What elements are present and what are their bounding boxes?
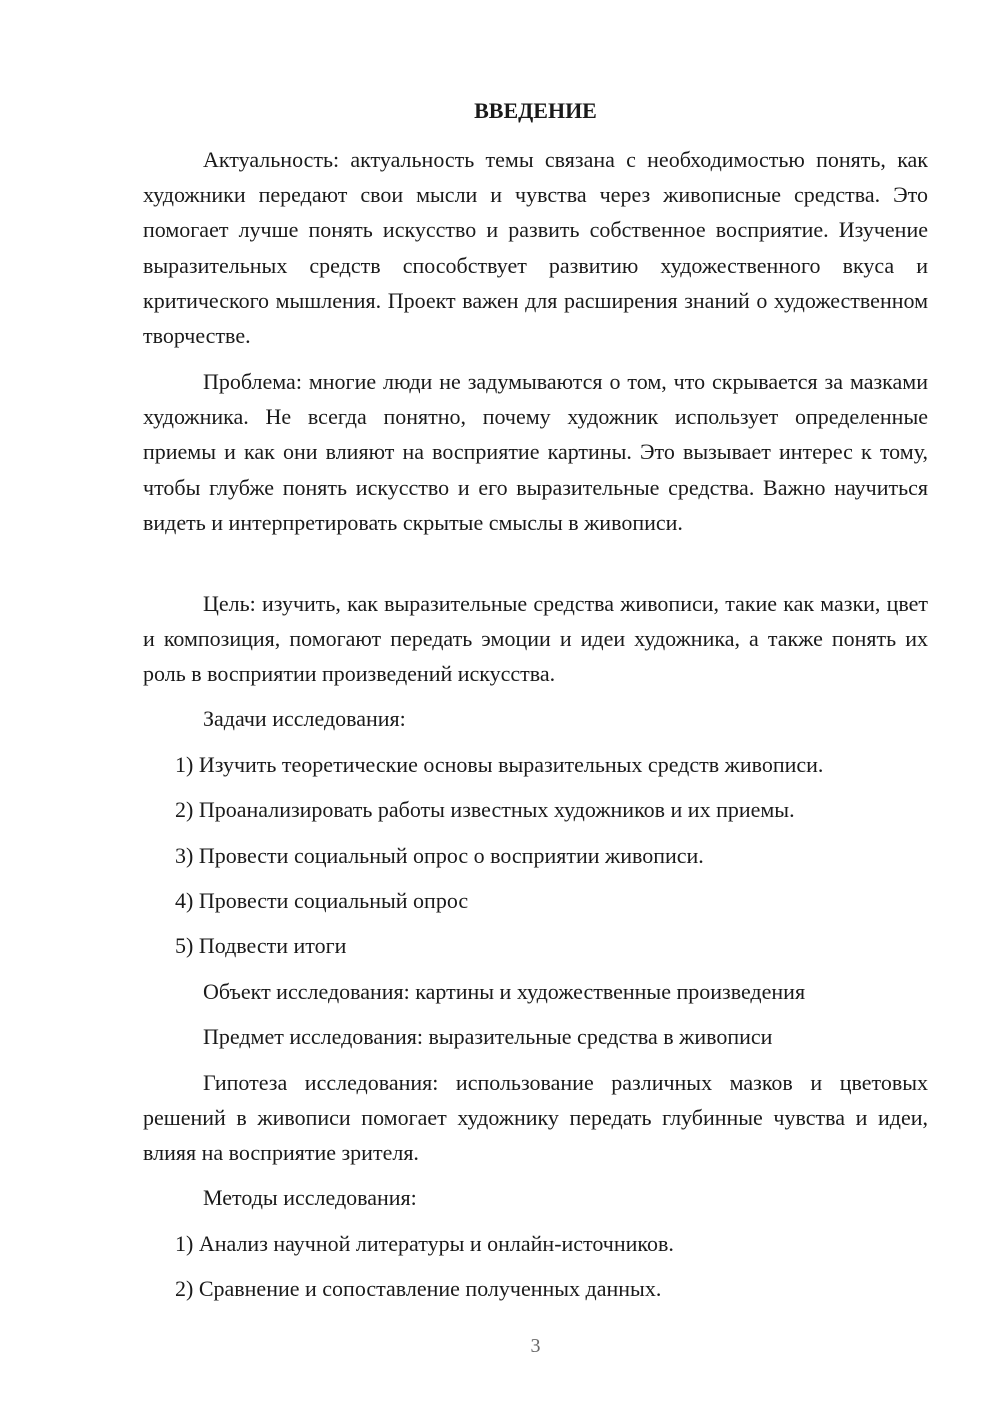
page-title: ВВЕДЕНИЕ — [474, 98, 597, 123]
method-item: 1) Анализ научной литературы и онлайн-источников. — [175, 1231, 674, 1256]
task-item: 5) Подвести итоги — [175, 933, 347, 958]
relevance-paragraph: Актуальность: актуальность темы связана с необходимостью понять, как художники передают свои мысли и чувства через живописные средства. Это помогает лучше понять искусство и развить собственное восприятие. Изучение выразительных средств способствует развитию художественного вкуса и критического мышления. Проект важен для расширения знаний о художественном творчестве. — [143, 147, 928, 349]
task-item: 4) Провести социальный опрос — [175, 888, 469, 913]
method-item: 2) Сравнение и сопоставление полученных данных. — [175, 1276, 662, 1301]
research-subject: Предмет исследования: выразительные средства в живописи — [203, 1024, 773, 1049]
task-item: 3) Провести социальный опрос о восприятии живописи. — [175, 843, 704, 868]
document-page — [143, 0, 928, 1414]
research-object: Объект исследования: картины и художественные произведения — [203, 979, 806, 1004]
problem-paragraph: Проблема: многие люди не задумываются о том, что скрывается за мазками художника. Не всегда понятно, почему художник использует определенные приемы и как они влияют на восприятие картины. Это вызывает интерес к тому, чтобы глубже понять искусство и его выразительные средства. Важно научиться видеть и интерпретировать скрытые смыслы в живописи. — [143, 369, 928, 535]
hypothesis-paragraph: Гипотеза исследования: использование различных мазков и цветовых решений в живописи помогает художнику передать глубинные чувства и идеи, влияя на восприятие зрителя. — [143, 1070, 928, 1166]
page-number: 3 — [530, 1335, 541, 1357]
tasks-heading: Задачи исследования: — [203, 706, 406, 731]
task-item: 1) Изучить теоретические основы выразительных средств живописи. — [175, 752, 824, 777]
methods-heading: Методы исследования: — [203, 1185, 417, 1210]
task-item: 2) Проанализировать работы известных художников и их приемы. — [175, 797, 795, 822]
goal-paragraph: Цель: изучить, как выразительные средства живописи, такие как мазки, цвет и композиция, помогают передать эмоции и идеи художника, а также понять их роль в восприятии произведений искусства. — [143, 591, 928, 687]
